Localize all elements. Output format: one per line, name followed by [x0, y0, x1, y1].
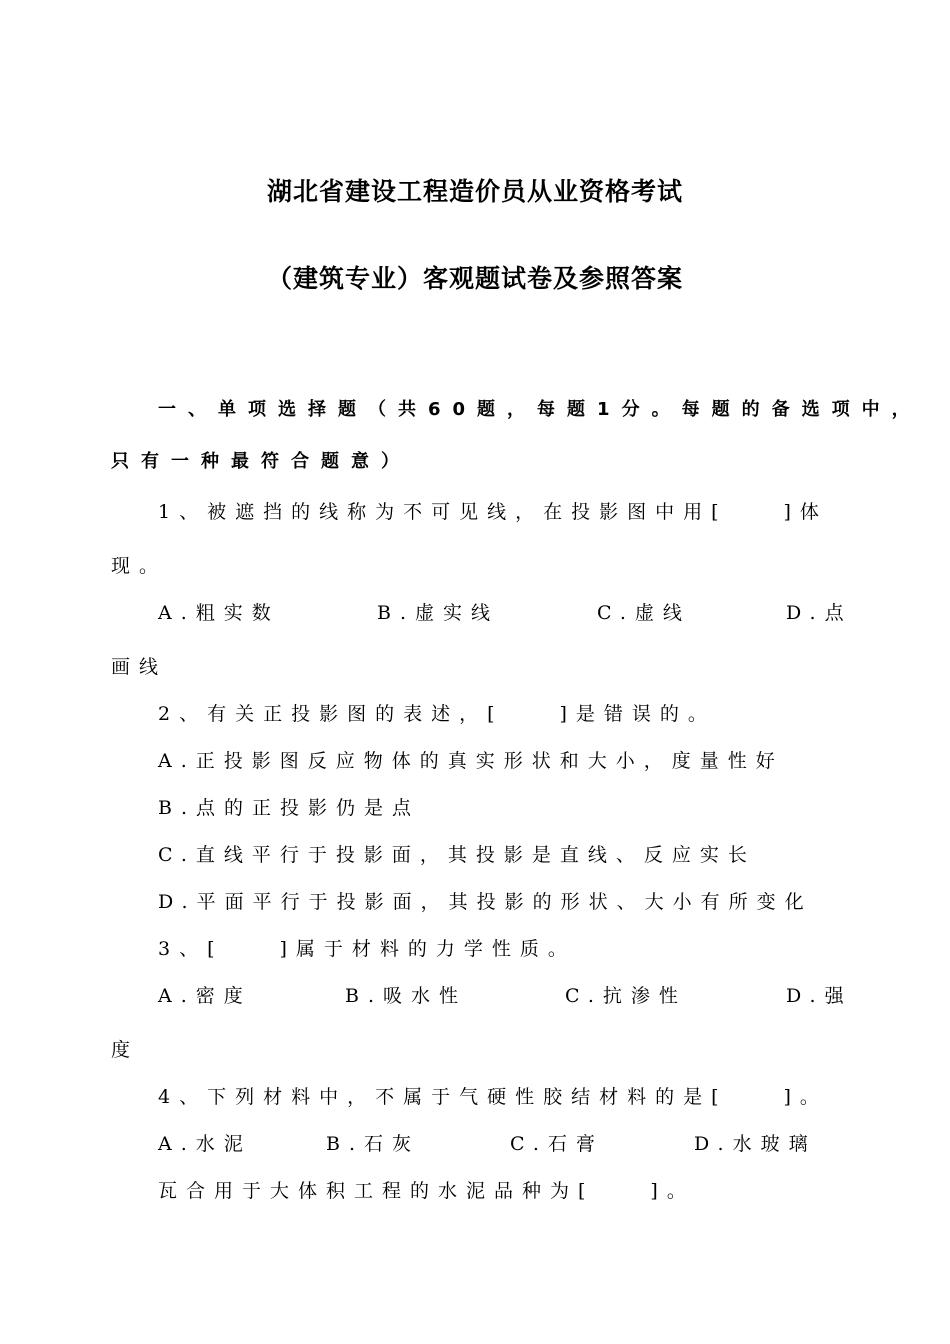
question-3-option-b: B.吸水性 — [345, 985, 468, 1007]
question-1-option-a: A.粗实数 — [158, 602, 280, 624]
question-3-option-d: D.强 — [786, 985, 853, 1007]
question-2-option-a: A.正投影图反应物体的真实形状和大小，度量性好 — [158, 750, 784, 772]
question-2-option-b: B.点的正投影仍是点 — [158, 797, 421, 819]
question-1-stem: 1、被遮挡的线称为不可见线，在投影图中用[ ]体 — [158, 501, 828, 523]
page-subtitle: （建筑专业）客观题试卷及参照答案 — [266, 264, 683, 293]
question-2-stem: 2、有关正投影图的表述，[ ]是错误的。 — [158, 703, 716, 725]
section-heading: 一、单项选择题（共60题，每题1分。每题的备选项中， — [158, 399, 922, 420]
question-4-option-b: B.石灰 — [326, 1133, 421, 1155]
question-1-stem-cont: 现。 — [111, 555, 168, 577]
question-1-option-b: B.虚实线 — [377, 602, 500, 624]
question-4-option-d: D.水玻璃 — [694, 1133, 817, 1155]
question-1-option-c: C.虚线 — [597, 602, 691, 624]
question-4-option-c: C.石膏 — [510, 1133, 604, 1155]
question-3-option-a: A.密度 — [158, 985, 252, 1007]
question-5-stem: 瓦合用于大体积工程的水泥品种为[ ]。 — [158, 1180, 695, 1202]
question-3-option-c: C.抗渗性 — [565, 985, 687, 1007]
question-1-option-d: D.点 — [786, 602, 853, 624]
question-2-option-d: D.平面平行于投影面，其投影的形状、大小有所变化 — [158, 891, 813, 913]
question-2-option-c: C.直线平行于投影面，其投影是直线、反应实长 — [158, 844, 756, 866]
question-4-stem: 4、下列材料中，不属于气硬性胶结材料的是[ ]。 — [158, 1086, 828, 1108]
question-3-option-d-cont: 度 — [111, 1039, 140, 1061]
question-3-stem: 3、[ ]属于材料的力学性质。 — [158, 938, 576, 960]
page-title: 湖北省建设工程造价员从业资格考试 — [266, 177, 683, 206]
question-4-option-a: A.水泥 — [158, 1133, 252, 1155]
question-1-option-d-cont: 画线 — [111, 656, 168, 678]
section-heading-cont: 只有一种最符合题意） — [111, 451, 411, 472]
